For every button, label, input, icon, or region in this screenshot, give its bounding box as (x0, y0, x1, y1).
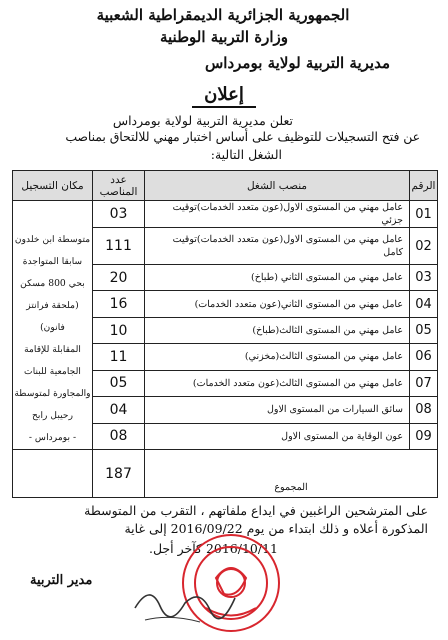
row-count: 20 (93, 265, 145, 291)
registration-place (13, 201, 93, 450)
header-num: الرقم (410, 171, 438, 201)
header-place: مكان التسجيل (13, 171, 93, 201)
row-num: 09 (410, 423, 438, 449)
row-count: 11 (93, 344, 145, 370)
total-value: 187 (93, 450, 145, 498)
signature-icon (130, 578, 240, 628)
total-empty-cell (13, 450, 93, 498)
row-post: عامل مهني من المستوى الثاني (طباخ) (145, 265, 410, 291)
row-count: 10 (93, 317, 145, 343)
row-post: سائق السيارات من المستوى الاول (145, 397, 410, 423)
footer-line-2: المذكورة أعلاه و ذلك ابتداء من يوم 2016/09/22 إلى غاية (124, 521, 428, 536)
row-num: 08 (410, 397, 438, 423)
row-num: 01 (410, 201, 438, 228)
table-row (13, 201, 438, 228)
row-post: عامل مهني من المستوى الثاني(عون متعدد الخدمات) (145, 291, 410, 317)
place-line: - بومرداس - (28, 432, 77, 443)
place-line: المقابلة للإقامة (24, 344, 81, 355)
intro-line-3: الشغل التالية: (210, 147, 282, 162)
place-line: سابقا المتواجدة (22, 256, 83, 267)
republic-header: الجمهورية الجزائرية الديمقراطية الشعبية (96, 6, 350, 24)
announcement-title: إعلان (0, 84, 448, 105)
place-line: (ملحقة فرانتز فانون) (26, 300, 79, 333)
positions-table (12, 170, 438, 498)
directorate-header: مديرية التربية لولاية بومرداس (204, 54, 390, 72)
row-num: 06 (410, 344, 438, 370)
intro-line-2: عن فتح التسجيلات للتوظيف على أساس اختبار مهني للالتحاق بمناصب (65, 130, 420, 144)
place-line: والمجاورة لمتوسطة (14, 388, 91, 399)
place-line: متوسطة ابن خلدون (14, 234, 91, 245)
place-line: الجامعية للبنات (24, 366, 81, 377)
row-count: 03 (93, 201, 145, 228)
row-post: عامل مهني من المستوى الاول(عون متعدد الخدمات)توقيت جزئي (145, 201, 410, 228)
row-count: 05 (93, 370, 145, 396)
intro-line-1: تعلن مديرية التربية لولاية بومرداس (112, 113, 293, 128)
row-num: 03 (410, 265, 438, 291)
row-post: عامل مهني من المستوى الثالث(عون متعدد الخدمات) (145, 370, 410, 396)
table-header-row (13, 171, 438, 201)
row-post: عامل مهني من المستوى الاول(عون متعدد الخدمات)توقيت كامل (145, 228, 410, 265)
row-count: 16 (93, 291, 145, 317)
row-post: عامل مهني من المستوى الثالث(مخزني) (145, 344, 410, 370)
total-row (13, 450, 438, 498)
signatory-title: مدير التربية (30, 573, 93, 588)
place-line: بحي 800 مسكن (20, 278, 85, 289)
row-num: 02 (410, 228, 438, 265)
footer-line-3: 2016/10/11 كآخر أجل. (148, 541, 278, 556)
ministry-header: وزارة التربية الوطنية (159, 28, 288, 46)
header-post: منصب الشغل (145, 171, 410, 201)
row-count: 04 (93, 397, 145, 423)
place-line: رحيبل رابح (31, 410, 74, 421)
row-count: 111 (93, 228, 145, 265)
row-post: عون الوقاية من المستوى الاول (145, 423, 410, 449)
row-count: 08 (93, 423, 145, 449)
total-label: المجموع (145, 450, 438, 498)
row-num: 04 (410, 291, 438, 317)
row-num: 07 (410, 370, 438, 396)
header-count: عدد المناصب (93, 171, 145, 201)
row-num: 05 (410, 317, 438, 343)
row-post: عامل مهني من المستوى الثالث(طباخ) (145, 317, 410, 343)
footer-line-1: على المترشحين الراغبين في ايداع ملفاتهم ، التقرب من المتوسطة (84, 503, 428, 518)
